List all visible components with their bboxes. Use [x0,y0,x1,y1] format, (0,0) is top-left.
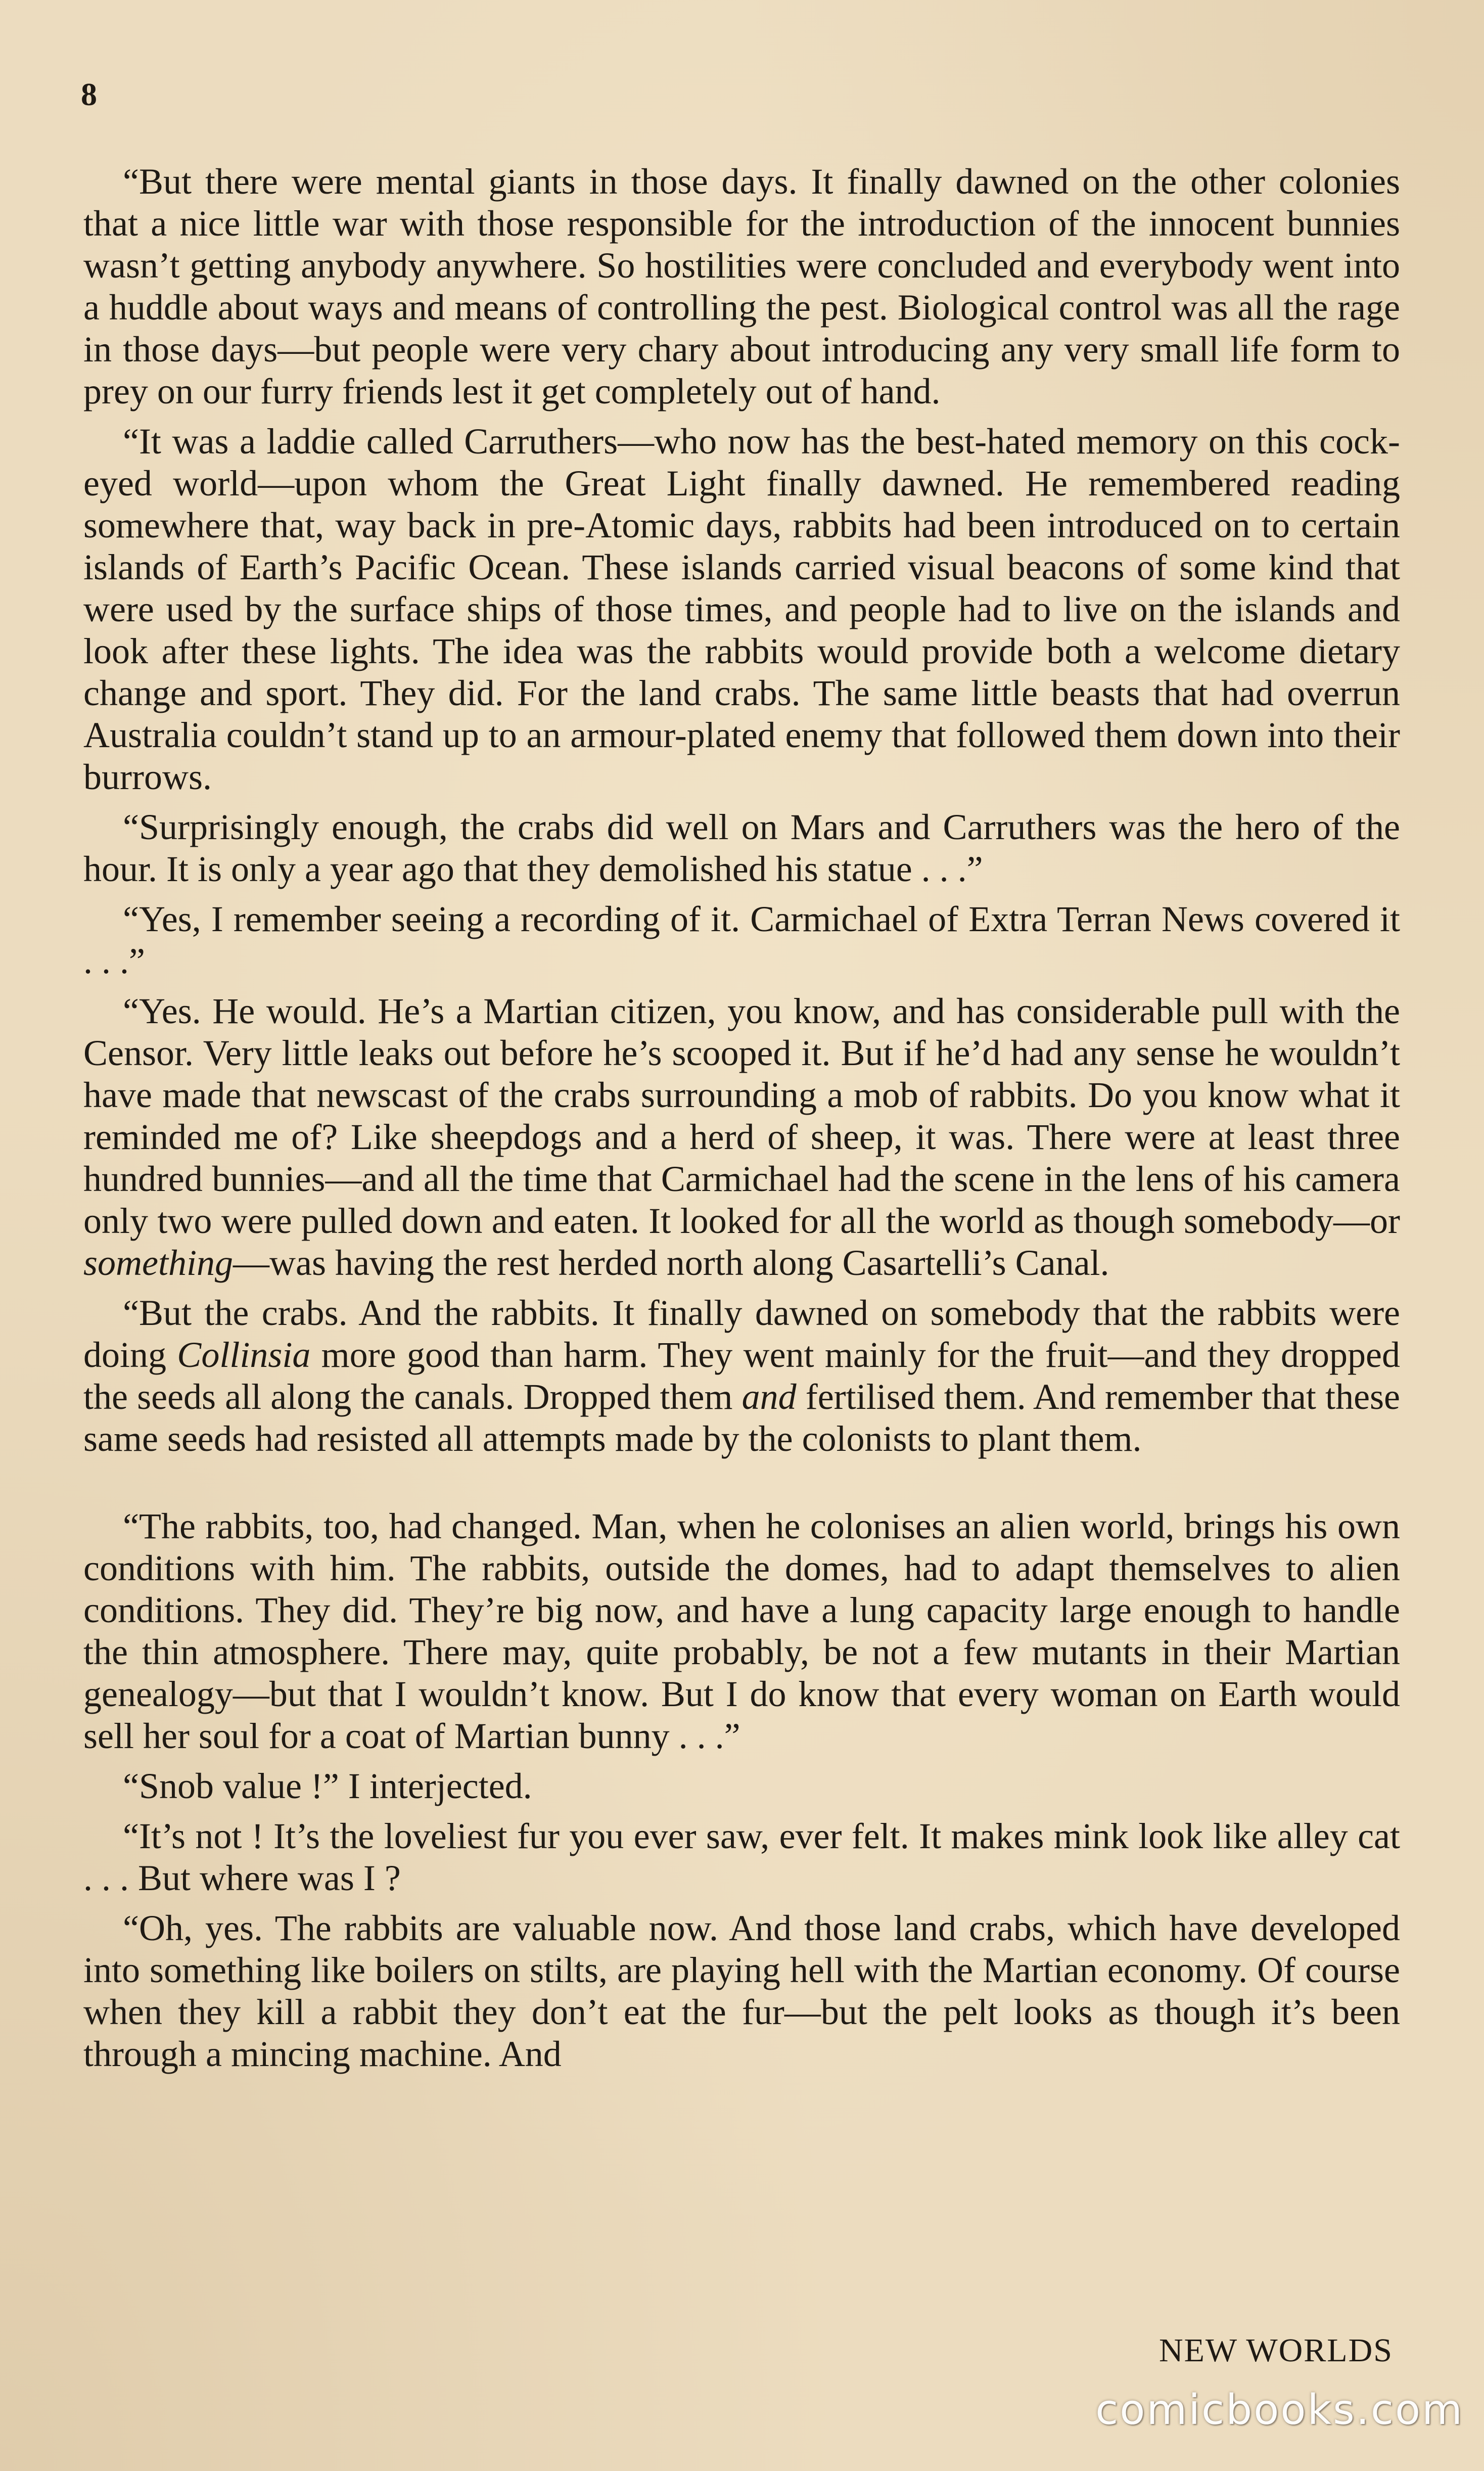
paragraph [83,1765,1400,1807]
paragraph [83,1292,1400,1460]
paragraph [83,1907,1400,2075]
paragraph [83,806,1400,890]
text-run: “The rabbits, too, had changed. Man, when he colonises an alien world, brings his own conditions with him. The rabbits, outside the domes, had to adapt themselves to alien conditions. They did. They’re big now, and have a lung capacity large enough to handle the thin atmosphere. There may, quite probably, be not a few mutants in their Martian genealogy—but that I wouldn’t know. But I do know that every woman on Earth would sell her soul for a coat of Martian bunny . . .” [83,1506,1400,1756]
italic-run: Collinsia [177,1335,311,1375]
text-run: “Yes, I remember seeing a recording of it. Carmichael of Extra Terran News covered it . . .” [83,899,1400,981]
text-run: —was having the rest herded north along Casartelli’s Canal. [233,1243,1109,1283]
paragraph [83,1815,1400,1899]
text-run: more good than harm. They went mainly for the fruit—and they dropped the seeds all along the canals. Dropped them [83,1335,1400,1417]
running-footer: NEW WORLDS [1158,2332,1393,2369]
paragraph [83,161,1400,413]
watermark: comicbooks.com [1095,2386,1464,2434]
text-run: “Yes. He would. He’s a Martian citizen, you know, and has considerable pull with the Censor. Very little leaks out before he’s scooped it. But if he’d had any sense he wouldn’t have made that newscast of the crabs surrounding a mob of rabbits. Do you know what it reminded me of? Like sheepdogs and a herd of sheep, it was. There were at least three hundred bunnies—and all the time that Carmichael had the scene in the lens of his camera only two were pulled down and eaten. It looked for all the world as though somebody—or [83,991,1400,1241]
paragraph [83,1505,1400,1757]
italic-run: something [83,1243,233,1283]
text-run: “Oh, yes. The rabbits are valuable now. And those land crabs, which have developed into something like boilers on stilts, are playing hell with the Martian economy. Of course when they kill a rabbit they don’t eat the fur—but the pelt looks as though it’s been through a mincing machine. And [83,1908,1400,2074]
page-number: 8 [81,76,98,112]
text-run: “But there were mental giants in those days. It finally dawned on the other colonies that a nice little war with those responsible for the introduction of the innocent bunnies wasn’t getting anybody anywhere. So hostilities were concluded and everybody went into a huddle about ways and means of controlling the pest. Biological control was all the rage in those days—but people were very chary about introducing any very small life form to prey on our furry friends lest it get completely out of hand. [83,161,1400,411]
paragraph [83,898,1400,982]
text-run: “But the crabs. And the rabbits. It finally dawned on somebody that the rabbits were doing [83,1293,1400,1375]
paragraph [83,421,1400,798]
paragraph [83,990,1400,1284]
italic-run: and [741,1377,797,1417]
text-run: “Snob value !” I interjected. [123,1766,532,1806]
text-run: “It was a laddie called Carruthers—who now has the best-hated memory on this cock-eyed world—upon whom the Great Light finally dawned. He remembered reading somewhere that, way back in pre-Atomic days, rabbits had been introduced on to certain islands of Earth’s Pacific Ocean. These islands carried visual beacons of some kind that were used by the surface ships of those times, and people had to live on the islands and look after these lights. The idea was the rabbits would provide both a welcome dietary change and sport. They did. For the land crabs. The same little beasts that had overrun Australia couldn’t stand up to an armour-plated enemy that followed them down into their burrows. [83,421,1400,797]
text-run: “Surprisingly enough, the crabs did well on Mars and Carruthers was the hero of the hour. It is only a year ago that they demolished his statue . . .” [83,807,1400,889]
text-run: fertilised them. And remember that these same seeds had resisted all attempts made by the colonists to plant them. [83,1377,1400,1459]
story-text [83,161,1400,2083]
text-run: “It’s not ! It’s the loveliest fur you ever saw, ever felt. It makes mink look like alley cat . . . But where was I ? [83,1816,1400,1898]
